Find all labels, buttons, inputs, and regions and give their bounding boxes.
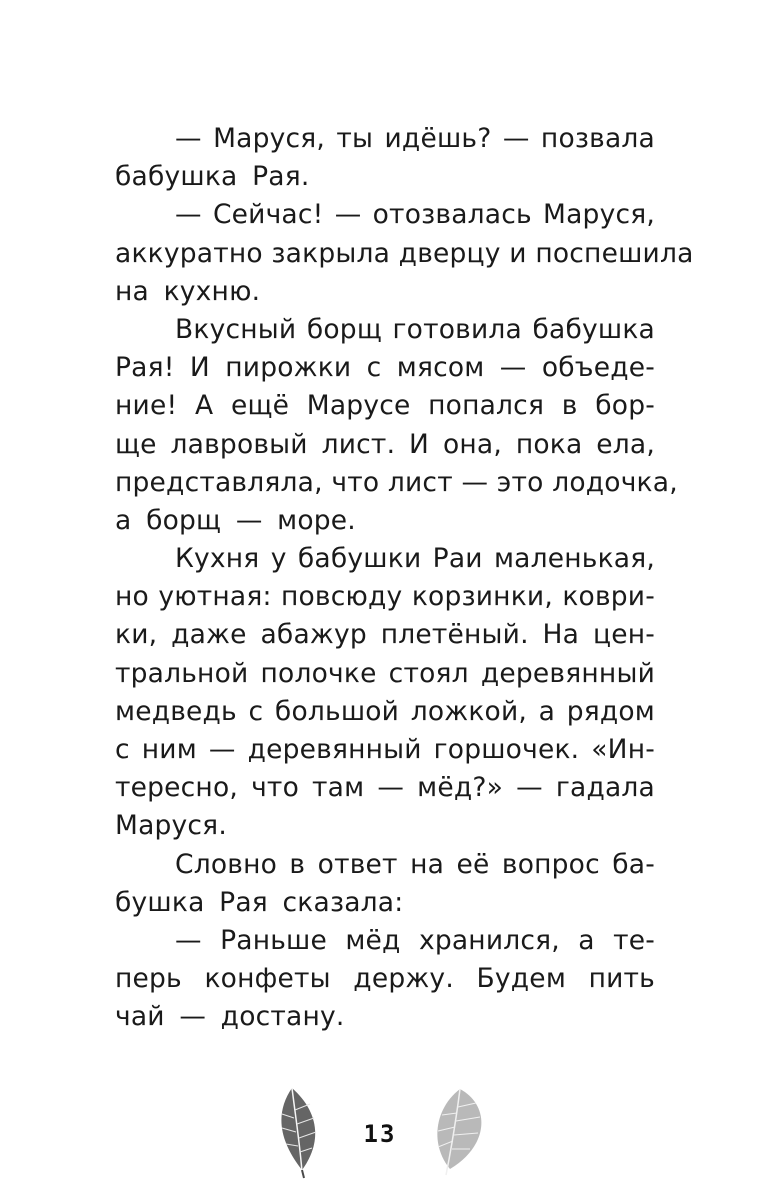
text-line: Рая! И пирожки с мясом — объеде- bbox=[115, 352, 655, 384]
text-line: с ним — деревянный горшочек. «Ин- bbox=[115, 734, 655, 765]
text-line: ки, даже абажур плетёный. На цен- bbox=[115, 619, 655, 651]
text-line: представляла, что лист — это лодочка, bbox=[115, 466, 678, 498]
text-line: Вкусный борщ готовила бабушка bbox=[175, 313, 655, 345]
text-line: бабушка Рая. bbox=[115, 161, 310, 193]
text-line: Словно в ответ на её вопрос ба- bbox=[175, 848, 655, 880]
text-line: тральной полочке стоял деревянный bbox=[115, 657, 655, 689]
text-line: — Сейчас! — отозвалась Маруся, bbox=[175, 199, 655, 231]
page-number: 13 bbox=[363, 1120, 397, 1148]
text-line: на кухню. bbox=[115, 275, 261, 307]
text-line: а борщ — море. bbox=[115, 504, 356, 536]
text-line: аккуратно закрыла дверцу и поспешила bbox=[115, 237, 694, 269]
text-line: — Маруся, ты идёшь? — позвала bbox=[175, 123, 655, 154]
leaf-light-icon bbox=[420, 1085, 500, 1180]
text-line: тересно, что там — мёд?» — гадала bbox=[115, 772, 655, 804]
text-line: ние! А ещё Марусе попался в бор- bbox=[115, 390, 655, 422]
text-line: но уютная: повсюду корзинки, коври- bbox=[115, 581, 655, 613]
text-line: чай — достану. bbox=[115, 1001, 345, 1033]
text-line: бушка Рая сказала: bbox=[115, 886, 404, 918]
text-line: медведь с большой ложкой, а рядом bbox=[115, 695, 655, 727]
page-footer bbox=[0, 1080, 763, 1190]
text-line: Кухня у бабушки Раи маленькая, bbox=[175, 543, 655, 575]
text-line: — Раньше мёд хранился, а те- bbox=[175, 924, 655, 956]
text-line: перь конфеты держу. Будем пить bbox=[115, 963, 655, 995]
body-text bbox=[115, 120, 694, 1037]
text-line: ще лавровый лист. И она, пока ела, bbox=[115, 428, 655, 460]
text-line: Маруся. bbox=[115, 810, 227, 842]
